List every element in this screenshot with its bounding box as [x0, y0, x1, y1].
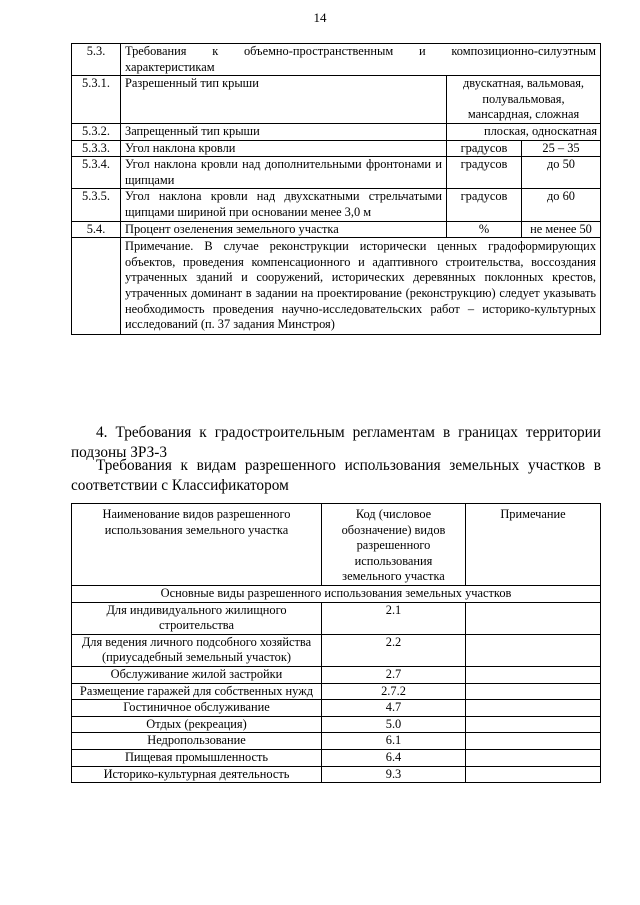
table-row [72, 76, 601, 124]
column-header: Наименование видов разрешенного использования земельного участка [72, 504, 322, 586]
use-note [466, 733, 601, 750]
row-number: 5.3.3. [72, 140, 121, 157]
row-value: плоская, односкатная [447, 123, 601, 140]
use-name: Недропользование [72, 733, 322, 750]
row-unit: градусов [447, 140, 522, 157]
use-code: 5.0 [322, 716, 466, 733]
table-row [72, 766, 601, 783]
row-number: 5.3.2. [72, 123, 121, 140]
row-amount: 25 – 35 [522, 140, 601, 157]
row-amount: не менее 50 [522, 221, 601, 238]
row-text: Процент озеленения земельного участка [121, 221, 447, 238]
requirements-table [71, 43, 601, 335]
group-title: Основные виды разрешенного использования земельных участков [72, 585, 601, 602]
table-row [72, 189, 601, 221]
use-code: 4.7 [322, 700, 466, 717]
use-note [466, 700, 601, 717]
table-row [72, 44, 601, 76]
use-code: 2.1 [322, 602, 466, 634]
use-name: Отдых (рекреация) [72, 716, 322, 733]
row-text: Разрешенный тип крыши [121, 76, 447, 124]
section-title: 4. Требования к градостроительным регламентам в границах территории подзоны ЗРЗ-3 [71, 424, 601, 461]
row-unit: градусов [447, 157, 522, 189]
row-text: Запрещенный тип крыши [121, 123, 447, 140]
table-row [72, 157, 601, 189]
row-number: 5.3.1. [72, 76, 121, 124]
table-row [72, 716, 601, 733]
row-number: 5.3.4. [72, 157, 121, 189]
use-code: 6.4 [322, 749, 466, 766]
row-text: Угол наклона кровли [121, 140, 447, 157]
table-group-row [72, 585, 601, 602]
use-name: Пищевая промышленность [72, 749, 322, 766]
use-name: Для ведения личного подсобного хозяйства (приусадебный земельный участок) [72, 634, 322, 666]
table-row [72, 221, 601, 238]
table-row-note [72, 238, 601, 335]
note-empty-cell [72, 238, 121, 335]
section-subtitle: Требования к видам разрешенного использования земельных участков в соответствии с Классификатором [71, 457, 601, 494]
column-header: Код (числовое обозначение) видов разрешенного использования земельного участка [322, 504, 466, 586]
row-number: 5.3.5. [72, 189, 121, 221]
use-note [466, 666, 601, 683]
use-name: Для индивидуального жилищного строительства [72, 602, 322, 634]
row-number: 5.3. [72, 44, 121, 76]
table-row [72, 700, 601, 717]
use-note [466, 634, 601, 666]
use-note [466, 683, 601, 700]
row-amount: до 50 [522, 157, 601, 189]
row-text: Угол наклона кровли над дополнительными фронтонами и щипцами [121, 157, 447, 189]
page-number: 14 [313, 10, 327, 25]
use-name: Историко-культурная деятельность [72, 766, 322, 783]
row-text: Угол наклона кровли над двухскатными стрельчатыми щипцами шириной при основании менее 3,0 м [121, 189, 447, 221]
table-row [72, 749, 601, 766]
table-row [72, 666, 601, 683]
column-header: Примечание [466, 504, 601, 586]
use-code: 2.2 [322, 634, 466, 666]
permitted-uses-table [71, 503, 601, 783]
use-code: 9.3 [322, 766, 466, 783]
use-code: 2.7 [322, 666, 466, 683]
row-value: двускатная, вальмовая, полувальмовая, мансардная, сложная [447, 76, 601, 124]
row-unit: градусов [447, 189, 522, 221]
use-note [466, 766, 601, 783]
table-row [72, 123, 601, 140]
table-row [72, 140, 601, 157]
use-name: Гостиничное обслуживание [72, 700, 322, 717]
table-header-row [72, 504, 601, 586]
table-note: Примечание. В случае реконструкции исторически ценных градоформирующих объектов, проведения компенсационного и адаптивного строительства, воссоздания утраченных зданий и сооружений, исторических деревянных поклонных крестов, утраченных доминант в задании на проектирование (реконструкцию) следует указывать необходимость проведения научно-исследовательских работ – историко-культурных исследований (п. 37 задания Минстроя) [121, 238, 601, 335]
use-code: 2.7.2 [322, 683, 466, 700]
row-text: Требования к объемно-пространственным и композиционно-силуэтным характеристикам [121, 44, 601, 76]
table-row [72, 683, 601, 700]
use-name: Обслуживание жилой застройки [72, 666, 322, 683]
row-number: 5.4. [72, 221, 121, 238]
row-amount: до 60 [522, 189, 601, 221]
use-note [466, 716, 601, 733]
row-unit: % [447, 221, 522, 238]
use-code: 6.1 [322, 733, 466, 750]
table-row [72, 602, 601, 634]
use-name: Размещение гаражей для собственных нужд [72, 683, 322, 700]
table-row [72, 634, 601, 666]
use-note [466, 749, 601, 766]
use-note [466, 602, 601, 634]
table-row [72, 733, 601, 750]
